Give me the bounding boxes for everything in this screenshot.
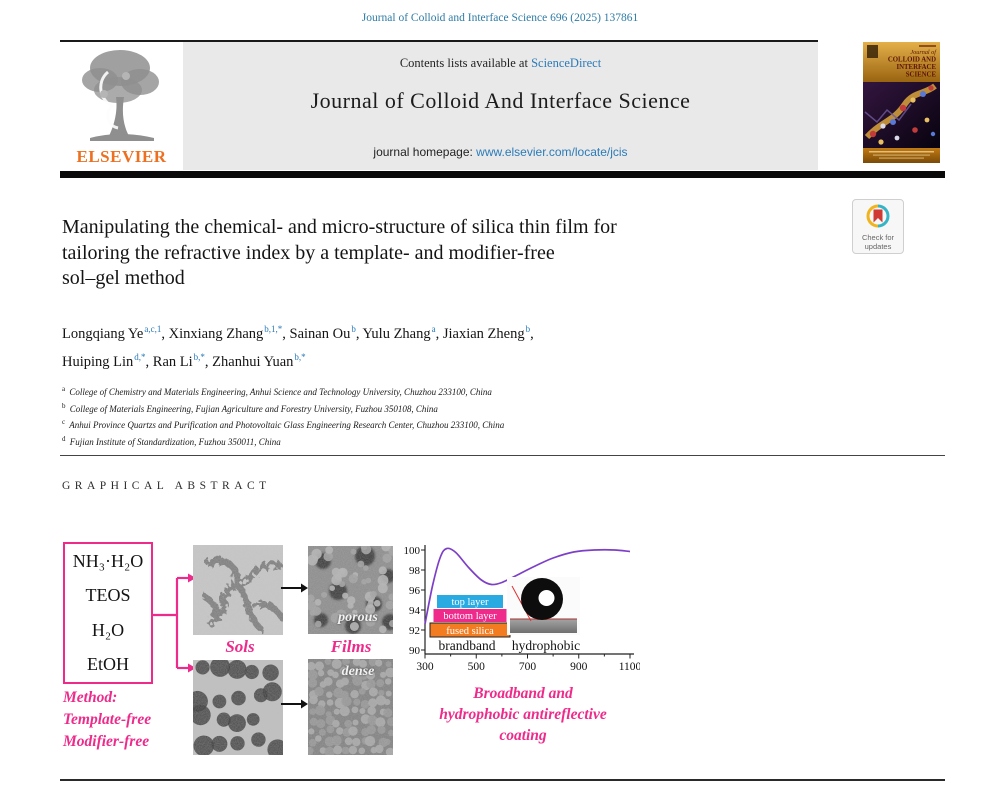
method-line: Method: <box>63 689 118 706</box>
journal-citation[interactable]: Journal of Colloid and Interface Science 696 (2025) 137861 <box>361 12 639 24</box>
svg-text:700: 700 <box>518 661 537 673</box>
caption-line: hydrophobic antireflective <box>439 706 607 723</box>
branch-arrow-icon <box>150 568 198 676</box>
cover-line: INTERFACE <box>896 64 936 71</box>
author-row-1 <box>62 318 802 346</box>
layer-label: bottom layer <box>443 610 497 622</box>
chemical-item: NH₃·H₂O <box>72 550 144 571</box>
elsevier-logo <box>60 42 183 170</box>
sciencedirect-link[interactable]: ScienceDirect <box>531 56 602 70</box>
layer-label: fused silica <box>446 625 494 637</box>
layer-label: top layer <box>451 596 489 608</box>
method-line: Template-free <box>63 711 152 728</box>
journal-homepage-link[interactable]: www.elsevier.com/locate/jcis <box>476 145 628 159</box>
tem-image-sol-branched <box>193 545 283 635</box>
svg-text:94: 94 <box>409 605 420 617</box>
svg-text:98: 98 <box>409 565 420 577</box>
porous-label: porous <box>338 610 378 625</box>
crossmark-icon <box>865 203 891 229</box>
section-divider <box>60 455 945 456</box>
films-label: Films <box>330 637 372 656</box>
journal-cover-thumbnail[interactable] <box>863 42 940 163</box>
affiliation: $^a$ College of Chemistry and Materials Engineering, Anhui Science and Technology University, Chuzhou 233100, China <box>62 385 492 397</box>
dense-label: dense <box>341 664 375 679</box>
method-note <box>63 687 193 753</box>
author: Zhanhui Yuan$^{b,*}$ <box>212 351 306 370</box>
chemical-item: EtOH <box>87 654 129 675</box>
journal-header-panel <box>183 42 818 170</box>
coating-stack-inset <box>430 595 510 637</box>
article-title <box>62 215 782 292</box>
svg-text:96: 96 <box>409 585 420 597</box>
figure-caption <box>412 683 634 746</box>
chemical-item: TEOS <box>85 585 131 606</box>
author: Xinxiang Zhang$^{b,1,*}$, <box>168 324 290 342</box>
svg-text:500: 500 <box>467 661 485 673</box>
tem-image-sol-particles <box>193 660 283 755</box>
check-badge-label-2: updates <box>864 241 892 251</box>
cover-line: Journal of <box>910 49 936 56</box>
caption-line: Broadband and <box>473 685 573 702</box>
author: Huiping Lin$^{d,*}$, <box>62 351 153 370</box>
method-line: Modifier-free <box>63 733 150 750</box>
sols-label: Sols <box>225 637 255 656</box>
graphical-abstract-heading: GRAPHICAL ABSTRACT <box>62 480 271 492</box>
affiliation: $^c$ Anhui Province Quartzs and Purification and Photovoltaic Glass Engineering Research Center, Chuzhou 233100, China <box>62 418 505 430</box>
contents-prefix: Contents lists available at <box>399 56 528 70</box>
reflectance-chart <box>400 542 640 680</box>
water-droplet-image <box>507 577 580 635</box>
homepage-label: journal homepage: <box>373 145 473 159</box>
page-bottom-rule <box>60 779 945 781</box>
elsevier-wordmark: ELSEVIER <box>76 147 167 166</box>
chemical-item: H₂O <box>91 619 125 640</box>
author-row-2 <box>62 346 802 374</box>
caption-line: coating <box>499 727 547 744</box>
author: Yulu Zhang$^a$, <box>362 324 443 342</box>
author-list <box>62 318 802 374</box>
arrow-right-icon <box>281 698 309 710</box>
svg-text:brandband: brandband <box>438 638 496 653</box>
svg-text:300: 300 <box>416 661 434 673</box>
author: Jiaxian Zheng$^b$, <box>442 324 534 342</box>
title-line: tailoring the refractive index by a template- and modifier-free <box>62 241 555 264</box>
svg-text:hydrophobic: hydrophobic <box>511 638 581 653</box>
check-for-updates-badge[interactable] <box>852 199 904 254</box>
title-line: Manipulating the chemical- and micro-structure of silica thin film for <box>62 216 617 238</box>
title-line: sol–gel method <box>62 267 185 289</box>
check-badge-label-1: Check for <box>861 233 895 242</box>
precursor-box <box>63 542 153 684</box>
cover-line: COLLOID AND <box>887 56 936 64</box>
author: Longqiang Ye$^{a,c,1}$, <box>62 324 169 342</box>
svg-text:900: 900 <box>570 661 588 673</box>
svg-text:1100: 1100 <box>618 661 640 673</box>
cover-line: SCIENCE <box>905 71 936 79</box>
affiliation-list <box>62 383 802 449</box>
header-divider-bar <box>60 171 945 178</box>
author: Sainan Ou$^b$, <box>289 324 363 342</box>
author: Ran $Li^{b,*}$, <box>152 351 213 370</box>
journal-name: Journal of Colloid And Interface Science <box>310 88 691 113</box>
svg-text:92: 92 <box>409 625 420 637</box>
affiliation: $^b$ College of Materials Engineering, Fujian Agriculture and Forestry University, Fuzhou 350108, China <box>62 401 438 414</box>
svg-text:90: 90 <box>409 645 420 657</box>
journal-homepage-line <box>183 145 818 159</box>
svg-text:100: 100 <box>403 545 420 557</box>
contents-list-line <box>183 56 818 71</box>
elsevier-tree-icon <box>60 42 183 146</box>
affiliation: $^d$ Fujian Institute of Standardization, Fuzhou 350011, China <box>62 434 281 447</box>
arrow-right-icon <box>281 582 309 594</box>
